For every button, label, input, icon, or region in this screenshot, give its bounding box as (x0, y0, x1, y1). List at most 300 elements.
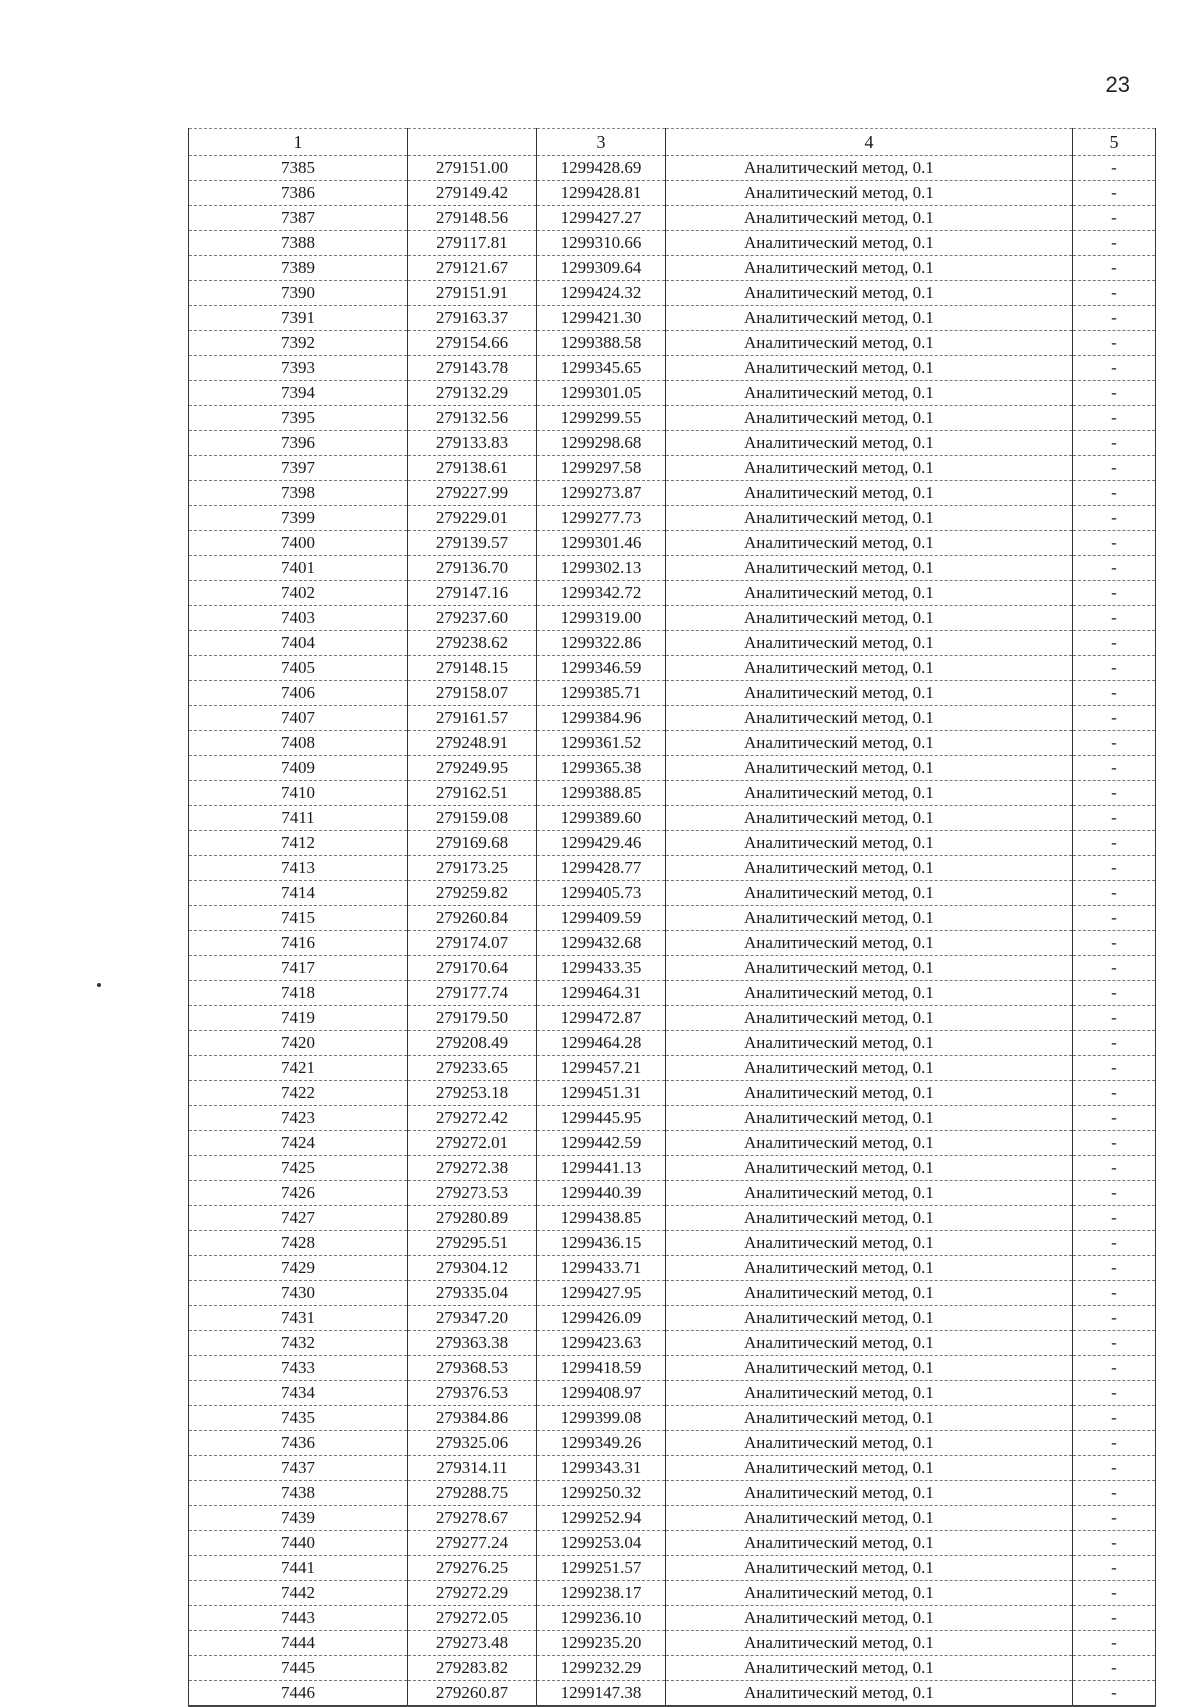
cell-method: Аналитический метод, 0.1 (666, 1306, 1073, 1331)
cell-method: Аналитический метод, 0.1 (666, 1006, 1073, 1031)
cell-x-coordinate: 279163.37 (408, 306, 537, 331)
cell-y-coordinate: 1299277.73 (537, 506, 666, 531)
table-row (189, 706, 1156, 731)
cell-x-coordinate: 279121.67 (408, 256, 537, 281)
cell-method: Аналитический метод, 0.1 (666, 1256, 1073, 1281)
cell-x-coordinate: 279325.06 (408, 1431, 537, 1456)
cell-x-coordinate: 279148.15 (408, 656, 537, 681)
cell-method: Аналитический метод, 0.1 (666, 706, 1073, 731)
cell-method: Аналитический метод, 0.1 (666, 906, 1073, 931)
cell-x-coordinate: 279227.99 (408, 481, 537, 506)
cell-y-coordinate: 1299472.87 (537, 1006, 666, 1031)
table-row (189, 581, 1156, 606)
cell-y-coordinate: 1299299.55 (537, 406, 666, 431)
cell-point-number: 7423 (189, 1106, 408, 1131)
cell-note: - (1073, 256, 1156, 281)
cell-note: - (1073, 231, 1156, 256)
cell-note: - (1073, 656, 1156, 681)
table-row (189, 1206, 1156, 1231)
cell-note: - (1073, 1581, 1156, 1606)
cell-note: - (1073, 731, 1156, 756)
cell-y-coordinate: 1299399.08 (537, 1406, 666, 1431)
cell-method: Аналитический метод, 0.1 (666, 981, 1073, 1006)
table-row (189, 356, 1156, 381)
cell-method: Аналитический метод, 0.1 (666, 256, 1073, 281)
cell-note: - (1073, 381, 1156, 406)
cell-x-coordinate: 279335.04 (408, 1281, 537, 1306)
cell-note: - (1073, 1306, 1156, 1331)
cell-point-number: 7399 (189, 506, 408, 531)
cell-point-number: 7389 (189, 256, 408, 281)
cell-method: Аналитический метод, 0.1 (666, 556, 1073, 581)
table-row (189, 281, 1156, 306)
cell-note: - (1073, 181, 1156, 206)
cell-x-coordinate: 279133.83 (408, 431, 537, 456)
table-row (189, 1531, 1156, 1556)
cell-note: - (1073, 1206, 1156, 1231)
cell-point-number: 7434 (189, 1381, 408, 1406)
coordinates-table-container (188, 128, 1150, 1707)
cell-note: - (1073, 1381, 1156, 1406)
cell-point-number: 7440 (189, 1531, 408, 1556)
table-row (189, 1356, 1156, 1381)
cell-note: - (1073, 906, 1156, 931)
cell-y-coordinate: 1299302.13 (537, 556, 666, 581)
cell-method: Аналитический метод, 0.1 (666, 756, 1073, 781)
cell-x-coordinate: 279288.75 (408, 1481, 537, 1506)
cell-note: - (1073, 1606, 1156, 1631)
table-row (189, 1506, 1156, 1531)
cell-x-coordinate: 279154.66 (408, 331, 537, 356)
cell-x-coordinate: 279158.07 (408, 681, 537, 706)
cell-method: Аналитический метод, 0.1 (666, 1281, 1073, 1306)
cell-note: - (1073, 956, 1156, 981)
table-row (189, 1106, 1156, 1131)
cell-x-coordinate: 279147.16 (408, 581, 537, 606)
cell-point-number: 7418 (189, 981, 408, 1006)
cell-method: Аналитический метод, 0.1 (666, 1181, 1073, 1206)
cell-x-coordinate: 279277.24 (408, 1531, 537, 1556)
cell-note: - (1073, 456, 1156, 481)
cell-point-number: 7415 (189, 906, 408, 931)
cell-y-coordinate: 1299252.94 (537, 1506, 666, 1531)
cell-method: Аналитический метод, 0.1 (666, 1456, 1073, 1481)
cell-method: Аналитический метод, 0.1 (666, 1381, 1073, 1406)
cell-method: Аналитический метод, 0.1 (666, 406, 1073, 431)
cell-point-number: 7442 (189, 1581, 408, 1606)
cell-y-coordinate: 1299236.10 (537, 1606, 666, 1631)
cell-method: Аналитический метод, 0.1 (666, 856, 1073, 881)
cell-method: Аналитический метод, 0.1 (666, 656, 1073, 681)
table-row (189, 731, 1156, 756)
table-row (189, 631, 1156, 656)
cell-method: Аналитический метод, 0.1 (666, 606, 1073, 631)
cell-note: - (1073, 1281, 1156, 1306)
cell-y-coordinate: 1299345.65 (537, 356, 666, 381)
cell-y-coordinate: 1299232.29 (537, 1656, 666, 1681)
cell-note: - (1073, 706, 1156, 731)
cell-x-coordinate: 279248.91 (408, 731, 537, 756)
cell-point-number: 7403 (189, 606, 408, 631)
cell-x-coordinate: 279304.12 (408, 1256, 537, 1281)
cell-point-number: 7388 (189, 231, 408, 256)
table-row (189, 906, 1156, 931)
cell-x-coordinate: 279347.20 (408, 1306, 537, 1331)
cell-point-number: 7397 (189, 456, 408, 481)
cell-point-number: 7446 (189, 1681, 408, 1707)
table-row (189, 931, 1156, 956)
cell-point-number: 7419 (189, 1006, 408, 1031)
cell-x-coordinate: 279363.38 (408, 1331, 537, 1356)
table-row (189, 1456, 1156, 1481)
table-row (189, 1006, 1156, 1031)
cell-y-coordinate: 1299428.77 (537, 856, 666, 881)
header-col-5: 5 (1073, 129, 1156, 156)
cell-method: Аналитический метод, 0.1 (666, 1556, 1073, 1581)
table-row (189, 806, 1156, 831)
cell-point-number: 7425 (189, 1156, 408, 1181)
cell-y-coordinate: 1299349.26 (537, 1431, 666, 1456)
cell-point-number: 7407 (189, 706, 408, 731)
cell-y-coordinate: 1299432.68 (537, 931, 666, 956)
cell-x-coordinate: 279117.81 (408, 231, 537, 256)
cell-point-number: 7444 (189, 1631, 408, 1656)
table-row (189, 306, 1156, 331)
cell-point-number: 7392 (189, 331, 408, 356)
table-row (189, 756, 1156, 781)
table-row (189, 206, 1156, 231)
cell-point-number: 7430 (189, 1281, 408, 1306)
table-row (189, 1656, 1156, 1681)
cell-x-coordinate: 279177.74 (408, 981, 537, 1006)
cell-method: Аналитический метод, 0.1 (666, 881, 1073, 906)
table-row (189, 1556, 1156, 1581)
cell-x-coordinate: 279238.62 (408, 631, 537, 656)
cell-y-coordinate: 1299409.59 (537, 906, 666, 931)
cell-x-coordinate: 279272.38 (408, 1156, 537, 1181)
table-row (189, 406, 1156, 431)
cell-y-coordinate: 1299438.85 (537, 1206, 666, 1231)
cell-note: - (1073, 406, 1156, 431)
cell-y-coordinate: 1299361.52 (537, 731, 666, 756)
table-row (189, 1231, 1156, 1256)
table-row (189, 231, 1156, 256)
cell-note: - (1073, 1006, 1156, 1031)
cell-point-number: 7428 (189, 1231, 408, 1256)
cell-y-coordinate: 1299433.71 (537, 1256, 666, 1281)
cell-method: Аналитический метод, 0.1 (666, 731, 1073, 756)
cell-y-coordinate: 1299385.71 (537, 681, 666, 706)
cell-point-number: 7385 (189, 156, 408, 181)
cell-method: Аналитический метод, 0.1 (666, 1681, 1073, 1707)
cell-point-number: 7436 (189, 1431, 408, 1456)
cell-point-number: 7396 (189, 431, 408, 456)
cell-point-number: 7387 (189, 206, 408, 231)
cell-y-coordinate: 1299298.68 (537, 431, 666, 456)
table-row (189, 606, 1156, 631)
cell-method: Аналитический метод, 0.1 (666, 831, 1073, 856)
cell-point-number: 7409 (189, 756, 408, 781)
cell-note: - (1073, 1156, 1156, 1181)
cell-x-coordinate: 279260.87 (408, 1681, 537, 1707)
cell-point-number: 7412 (189, 831, 408, 856)
cell-x-coordinate: 279260.84 (408, 906, 537, 931)
cell-method: Аналитический метод, 0.1 (666, 1481, 1073, 1506)
cell-point-number: 7438 (189, 1481, 408, 1506)
table-row (189, 1306, 1156, 1331)
cell-x-coordinate: 279249.95 (408, 756, 537, 781)
cell-note: - (1073, 1356, 1156, 1381)
cell-method: Аналитический метод, 0.1 (666, 631, 1073, 656)
cell-point-number: 7439 (189, 1506, 408, 1531)
cell-x-coordinate: 279208.49 (408, 1031, 537, 1056)
cell-y-coordinate: 1299319.00 (537, 606, 666, 631)
cell-x-coordinate: 279272.01 (408, 1131, 537, 1156)
cell-x-coordinate: 279173.25 (408, 856, 537, 881)
cell-note: - (1073, 1481, 1156, 1506)
cell-note: - (1073, 431, 1156, 456)
cell-note: - (1073, 1181, 1156, 1206)
cell-note: - (1073, 156, 1156, 181)
cell-method: Аналитический метод, 0.1 (666, 931, 1073, 956)
cell-note: - (1073, 356, 1156, 381)
cell-x-coordinate: 279233.65 (408, 1056, 537, 1081)
cell-x-coordinate: 279151.00 (408, 156, 537, 181)
cell-point-number: 7410 (189, 781, 408, 806)
cell-y-coordinate: 1299451.31 (537, 1081, 666, 1106)
cell-point-number: 7393 (189, 356, 408, 381)
cell-method: Аналитический метод, 0.1 (666, 1656, 1073, 1681)
table-row (189, 331, 1156, 356)
cell-point-number: 7435 (189, 1406, 408, 1431)
table-row (189, 1131, 1156, 1156)
cell-note: - (1073, 531, 1156, 556)
cell-point-number: 7432 (189, 1331, 408, 1356)
cell-x-coordinate: 279276.25 (408, 1556, 537, 1581)
cell-method: Аналитический метод, 0.1 (666, 1431, 1073, 1456)
cell-point-number: 7401 (189, 556, 408, 581)
table-row (189, 431, 1156, 456)
cell-point-number: 7395 (189, 406, 408, 431)
table-row (189, 1181, 1156, 1206)
cell-method: Аналитический метод, 0.1 (666, 681, 1073, 706)
cell-note: - (1073, 556, 1156, 581)
cell-y-coordinate: 1299309.64 (537, 256, 666, 281)
cell-note: - (1073, 1256, 1156, 1281)
cell-note: - (1073, 606, 1156, 631)
cell-y-coordinate: 1299436.15 (537, 1231, 666, 1256)
table-row (189, 256, 1156, 281)
cell-y-coordinate: 1299427.95 (537, 1281, 666, 1306)
cell-method: Аналитический метод, 0.1 (666, 1056, 1073, 1081)
cell-note: - (1073, 1556, 1156, 1581)
table-row (189, 681, 1156, 706)
cell-method: Аналитический метод, 0.1 (666, 506, 1073, 531)
table-row (189, 1481, 1156, 1506)
cell-y-coordinate: 1299464.31 (537, 981, 666, 1006)
table-row (189, 831, 1156, 856)
cell-method: Аналитический метод, 0.1 (666, 956, 1073, 981)
cell-y-coordinate: 1299421.30 (537, 306, 666, 331)
cell-x-coordinate: 279174.07 (408, 931, 537, 956)
cell-x-coordinate: 279283.82 (408, 1656, 537, 1681)
cell-method: Аналитический метод, 0.1 (666, 331, 1073, 356)
cell-note: - (1073, 681, 1156, 706)
cell-y-coordinate: 1299301.05 (537, 381, 666, 406)
cell-x-coordinate: 279170.64 (408, 956, 537, 981)
cell-y-coordinate: 1299301.46 (537, 531, 666, 556)
cell-y-coordinate: 1299457.21 (537, 1056, 666, 1081)
cell-note: - (1073, 1406, 1156, 1431)
cell-point-number: 7441 (189, 1556, 408, 1581)
cell-x-coordinate: 279139.57 (408, 531, 537, 556)
cell-x-coordinate: 279273.53 (408, 1181, 537, 1206)
cell-point-number: 7429 (189, 1256, 408, 1281)
cell-note: - (1073, 1056, 1156, 1081)
cell-note: - (1073, 1506, 1156, 1531)
cell-method: Аналитический метод, 0.1 (666, 806, 1073, 831)
scan-dot (97, 983, 101, 987)
cell-note: - (1073, 1131, 1156, 1156)
cell-y-coordinate: 1299445.95 (537, 1106, 666, 1131)
table-row (189, 881, 1156, 906)
cell-note: - (1073, 1081, 1156, 1106)
table-row (189, 856, 1156, 881)
cell-method: Аналитический метод, 0.1 (666, 206, 1073, 231)
table-row (189, 1381, 1156, 1406)
cell-point-number: 7402 (189, 581, 408, 606)
table-row (189, 956, 1156, 981)
cell-method: Аналитический метод, 0.1 (666, 1356, 1073, 1381)
cell-x-coordinate: 279259.82 (408, 881, 537, 906)
cell-method: Аналитический метод, 0.1 (666, 1156, 1073, 1181)
cell-x-coordinate: 279376.53 (408, 1381, 537, 1406)
cell-note: - (1073, 1231, 1156, 1256)
table-row (189, 456, 1156, 481)
cell-point-number: 7437 (189, 1456, 408, 1481)
cell-note: - (1073, 581, 1156, 606)
cell-x-coordinate: 279149.42 (408, 181, 537, 206)
header-row (189, 129, 1156, 156)
cell-method: Аналитический метод, 0.1 (666, 381, 1073, 406)
cell-y-coordinate: 1299429.46 (537, 831, 666, 856)
cell-method: Аналитический метод, 0.1 (666, 581, 1073, 606)
cell-x-coordinate: 279314.11 (408, 1456, 537, 1481)
cell-x-coordinate: 279278.67 (408, 1506, 537, 1531)
cell-method: Аналитический метод, 0.1 (666, 1531, 1073, 1556)
cell-note: - (1073, 1456, 1156, 1481)
cell-method: Аналитический метод, 0.1 (666, 1631, 1073, 1656)
cell-method: Аналитический метод, 0.1 (666, 1506, 1073, 1531)
table-row (189, 481, 1156, 506)
cell-note: - (1073, 806, 1156, 831)
cell-x-coordinate: 279272.29 (408, 1581, 537, 1606)
cell-note: - (1073, 206, 1156, 231)
cell-method: Аналитический метод, 0.1 (666, 481, 1073, 506)
cell-x-coordinate: 279272.05 (408, 1606, 537, 1631)
cell-point-number: 7433 (189, 1356, 408, 1381)
cell-point-number: 7391 (189, 306, 408, 331)
cell-y-coordinate: 1299250.32 (537, 1481, 666, 1506)
cell-point-number: 7422 (189, 1081, 408, 1106)
cell-method: Аналитический метод, 0.1 (666, 281, 1073, 306)
table-row (189, 156, 1156, 181)
cell-note: - (1073, 831, 1156, 856)
cell-y-coordinate: 1299384.96 (537, 706, 666, 731)
table-row (189, 1031, 1156, 1056)
table-row (189, 381, 1156, 406)
cell-point-number: 7400 (189, 531, 408, 556)
cell-note: - (1073, 481, 1156, 506)
cell-y-coordinate: 1299418.59 (537, 1356, 666, 1381)
cell-y-coordinate: 1299440.39 (537, 1181, 666, 1206)
cell-method: Аналитический метод, 0.1 (666, 531, 1073, 556)
cell-note: - (1073, 1331, 1156, 1356)
cell-x-coordinate: 279132.29 (408, 381, 537, 406)
cell-method: Аналитический метод, 0.1 (666, 456, 1073, 481)
cell-x-coordinate: 279179.50 (408, 1006, 537, 1031)
cell-method: Аналитический метод, 0.1 (666, 1331, 1073, 1356)
cell-y-coordinate: 1299426.09 (537, 1306, 666, 1331)
cell-note: - (1073, 281, 1156, 306)
cell-note: - (1073, 1681, 1156, 1707)
table-row (189, 1081, 1156, 1106)
cell-x-coordinate: 279132.56 (408, 406, 537, 431)
cell-y-coordinate: 1299441.13 (537, 1156, 666, 1181)
table-row (189, 1631, 1156, 1656)
cell-y-coordinate: 1299235.20 (537, 1631, 666, 1656)
cell-y-coordinate: 1299253.04 (537, 1531, 666, 1556)
cell-y-coordinate: 1299322.86 (537, 631, 666, 656)
cell-y-coordinate: 1299424.32 (537, 281, 666, 306)
cell-y-coordinate: 1299238.17 (537, 1581, 666, 1606)
header-col-1: 1 (189, 129, 408, 156)
cell-x-coordinate: 279280.89 (408, 1206, 537, 1231)
cell-point-number: 7443 (189, 1606, 408, 1631)
header-col-3: 3 (537, 129, 666, 156)
cell-method: Аналитический метод, 0.1 (666, 1106, 1073, 1131)
cell-point-number: 7408 (189, 731, 408, 756)
cell-note: - (1073, 756, 1156, 781)
cell-x-coordinate: 279237.60 (408, 606, 537, 631)
cell-x-coordinate: 279143.78 (408, 356, 537, 381)
cell-point-number: 7406 (189, 681, 408, 706)
cell-method: Аналитический метод, 0.1 (666, 231, 1073, 256)
cell-note: - (1073, 506, 1156, 531)
table-row (189, 1406, 1156, 1431)
cell-point-number: 7427 (189, 1206, 408, 1231)
cell-x-coordinate: 279253.18 (408, 1081, 537, 1106)
cell-point-number: 7417 (189, 956, 408, 981)
cell-method: Аналитический метод, 0.1 (666, 1081, 1073, 1106)
cell-y-coordinate: 1299405.73 (537, 881, 666, 906)
cell-y-coordinate: 1299423.63 (537, 1331, 666, 1356)
cell-y-coordinate: 1299346.59 (537, 656, 666, 681)
cell-x-coordinate: 279151.91 (408, 281, 537, 306)
cell-y-coordinate: 1299147.38 (537, 1681, 666, 1707)
table-row (189, 1256, 1156, 1281)
cell-note: - (1073, 1631, 1156, 1656)
table-row (189, 1606, 1156, 1631)
cell-point-number: 7445 (189, 1656, 408, 1681)
table-row (189, 1156, 1156, 1181)
cell-x-coordinate: 279161.57 (408, 706, 537, 731)
cell-y-coordinate: 1299388.85 (537, 781, 666, 806)
cell-method: Аналитический метод, 0.1 (666, 781, 1073, 806)
cell-x-coordinate: 279273.48 (408, 1631, 537, 1656)
cell-x-coordinate: 279162.51 (408, 781, 537, 806)
cell-note: - (1073, 1656, 1156, 1681)
